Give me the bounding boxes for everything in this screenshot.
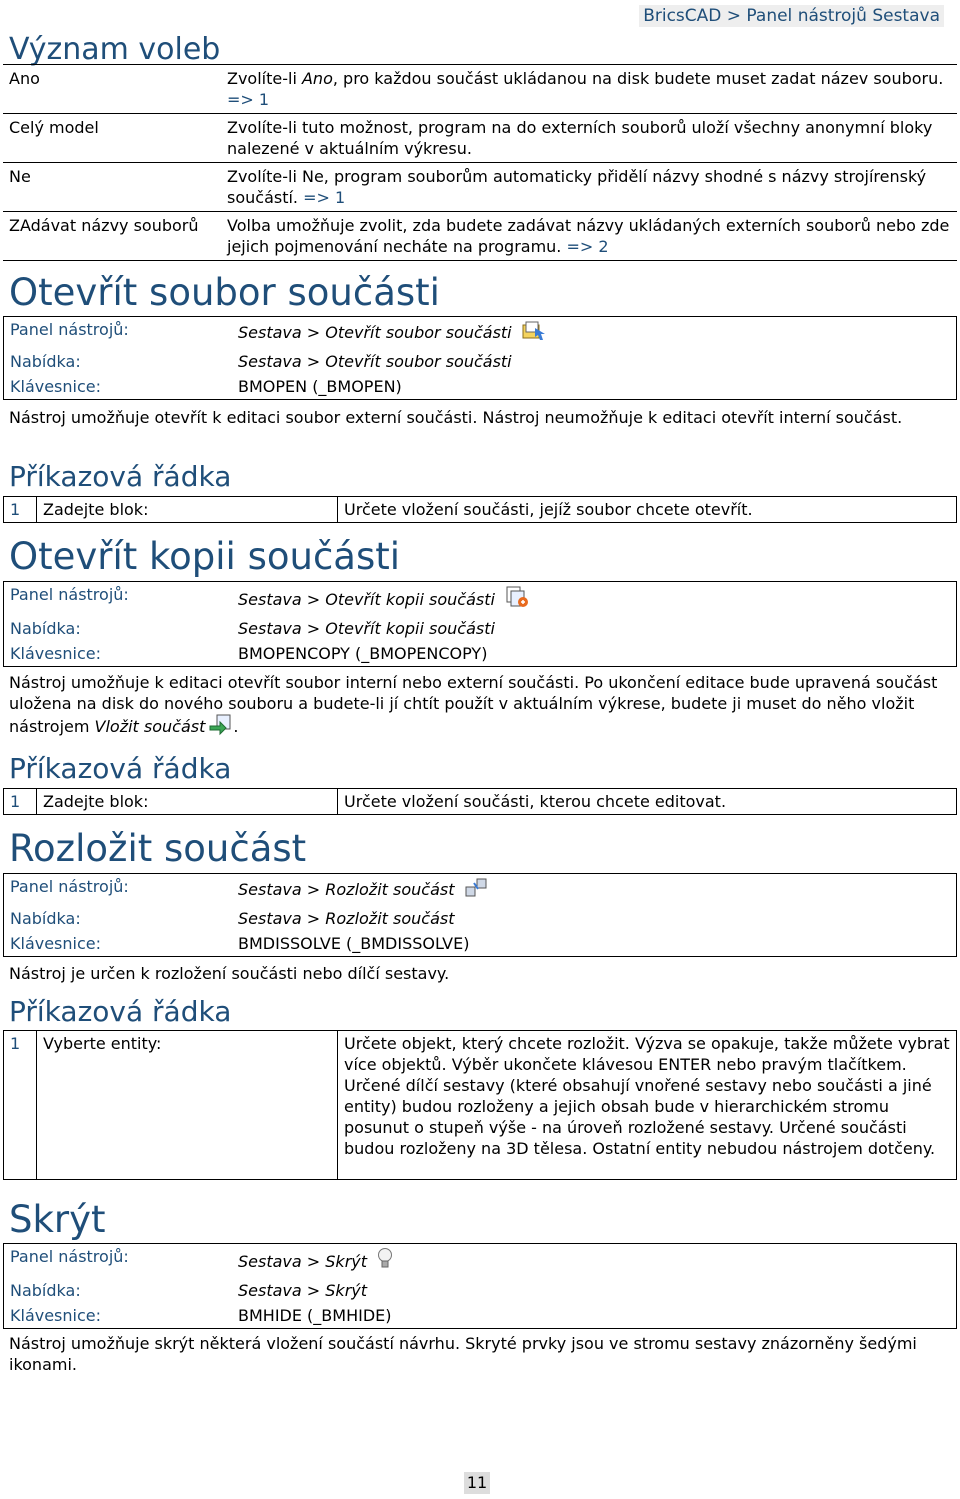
- section-description: Nástroj je určen k rozložení součásti nebo dílčí sestavy.: [9, 964, 450, 983]
- options-table: [3, 64, 957, 261]
- cmdline-title: Příkazová řádka: [9, 752, 232, 785]
- keys-label: Klávesnice:: [10, 377, 102, 396]
- command-info-table: [3, 873, 957, 957]
- command-name: BMDISSOLVE (_BMDISSOLVE): [238, 934, 470, 953]
- cmd-prompt: Zadejte blok:: [37, 789, 338, 815]
- menu-path: Sestava > Otevřít soubor součásti: [238, 352, 512, 371]
- toolbar-label: Panel nástrojů:: [10, 1247, 129, 1266]
- options-title: Význam voleb: [9, 32, 221, 67]
- toolbar-path: Sestava > Otevřít soubor součásti: [232, 317, 957, 350]
- dissolve-icon: [464, 877, 490, 904]
- option-desc: Zvolíte-li Ano, pro každou součást ukládanou na disk budete muset zadat název souboru. => 1: [221, 65, 957, 114]
- open-copy-icon: [504, 585, 530, 614]
- table-row: [3, 65, 957, 114]
- menu-path: Sestava > Otevřít kopii součásti: [238, 619, 495, 638]
- section-title: Rozložit součást: [9, 827, 307, 870]
- menu-label: Nabídka:: [10, 1281, 81, 1300]
- option-desc: Zvolíte-li tuto možnost, program na do externích souborů uloží všechny anonymní bloky nalezené v aktuálním výkresu.: [221, 114, 957, 163]
- option-key: Ne: [3, 163, 221, 212]
- command-info-table: [3, 1243, 957, 1329]
- menu-path: Sestava > Rozložit součást: [238, 909, 455, 928]
- option-ref: => 1: [227, 90, 270, 109]
- cmd-step-number: 1: [4, 789, 37, 815]
- toolbar-path: Sestava > Rozložit součást: [232, 874, 957, 907]
- option-ref: => 1: [303, 188, 346, 207]
- section-title: Skrýt: [9, 1198, 106, 1241]
- toolbar-label: Panel nástrojů:: [10, 320, 129, 339]
- command-name: BMHIDE (_BMHIDE): [238, 1306, 392, 1325]
- keys-label: Klávesnice:: [10, 644, 102, 663]
- toolbar-path: Sestava > Otevřít kopii součásti: [232, 582, 957, 617]
- section-description: Nástroj umožňuje k editaci otevřít soubor interní nebo externí součásti. Po ukončení editace bude upravená součást uložena na disk do nového souboru a budete-li jí chtít použít v aktuálním výkrese, budete ji muset do něho vložit nástrojem Vložit součást .: [9, 672, 949, 741]
- menu-label: Nabídka:: [10, 619, 81, 638]
- cmd-instruction: Určete objekt, který chcete rozložit. Výzva se opakuje, takže můžete vybrat více objektů. Výběr ukončete klávesou ENTER nebo pravým tlačítkem. Určené dílčí sestavy (které obsahují vnořené sestavy nebo součásti a jiné entity) budou rozloženy a jejich obsah bude v hierarchickém stromu posunut o stupeň výše - na úroveň rozložené sestavy. Určené součásti budou rozloženy na 3D tělesa. Ostatní entity nebudou nástrojem dotčeny.: [338, 1031, 957, 1180]
- cmd-instruction: Určete vložení součásti, jejíž soubor chcete otevřít.: [338, 497, 957, 523]
- section-title: Otevřít kopii součásti: [9, 535, 401, 578]
- option-key: ZAdávat názvy souborů: [3, 212, 221, 261]
- option-ref: => 2: [566, 237, 609, 256]
- cmdline-table: [3, 1030, 957, 1180]
- table-row: [3, 114, 957, 163]
- folder-open-icon: [521, 320, 547, 347]
- cmdline-table: [3, 788, 957, 815]
- command-name: BMOPENCOPY (_BMOPENCOPY): [238, 644, 488, 663]
- table-row: [3, 163, 957, 212]
- running-header: BricsCAD > Panel nástrojů Sestava: [639, 5, 944, 27]
- command-info-table: [3, 316, 957, 400]
- keys-label: Klávesnice:: [10, 1306, 102, 1325]
- cmdline-title: Příkazová řádka: [9, 460, 232, 493]
- table-row: [3, 212, 957, 261]
- menu-path: Sestava > Skrýt: [238, 1281, 368, 1300]
- cmdline-table: [3, 496, 957, 523]
- cmd-step-number: 1: [4, 1031, 37, 1180]
- cmd-step-number: 1: [4, 497, 37, 523]
- option-desc: Zvolíte-li Ne, program souborům automaticky přidělí názvy shodné s názvy strojírenský součástí. => 1: [221, 163, 957, 212]
- command-info-table: [3, 581, 957, 667]
- cmdline-title: Příkazová řádka: [9, 995, 232, 1028]
- cmd-prompt: Vyberte entity:: [37, 1031, 338, 1180]
- cmd-instruction: Určete vložení součásti, kterou chcete editovat.: [338, 789, 957, 815]
- option-key: Ano: [3, 65, 221, 114]
- menu-label: Nabídka:: [10, 352, 81, 371]
- toolbar-label: Panel nástrojů:: [10, 877, 129, 896]
- keys-label: Klávesnice:: [10, 934, 102, 953]
- option-desc: Volba umožňuje zvolit, zda budete zadávat názvy ukládaných externích souborů nebo zde jejich pojmenování necháte na programu. => 2: [221, 212, 957, 261]
- section-description: Nástroj umožňuje otevřít k editaci soubor externí součásti. Nástroj neumožňuje k editaci otevřít interní součást.: [9, 408, 903, 427]
- toolbar-path: Sestava > Skrýt: [232, 1244, 957, 1279]
- toolbar-label: Panel nástrojů:: [10, 585, 129, 604]
- cmd-prompt: Zadejte blok:: [37, 497, 338, 523]
- page-number: 11: [464, 1472, 490, 1494]
- menu-label: Nabídka:: [10, 909, 81, 928]
- option-key: Celý model: [3, 114, 221, 163]
- section-description: Nástroj umožňuje skrýt některá vložení součástí návrhu. Skryté prvky jsou ve stromu sestavy znázorněny šedými ikonami.: [9, 1334, 917, 1374]
- insert-component-icon: [209, 714, 233, 741]
- lightbulb-icon: [376, 1247, 394, 1276]
- command-name: BMOPEN (_BMOPEN): [238, 377, 402, 396]
- section-title: Otevřít soubor součásti: [9, 271, 440, 314]
